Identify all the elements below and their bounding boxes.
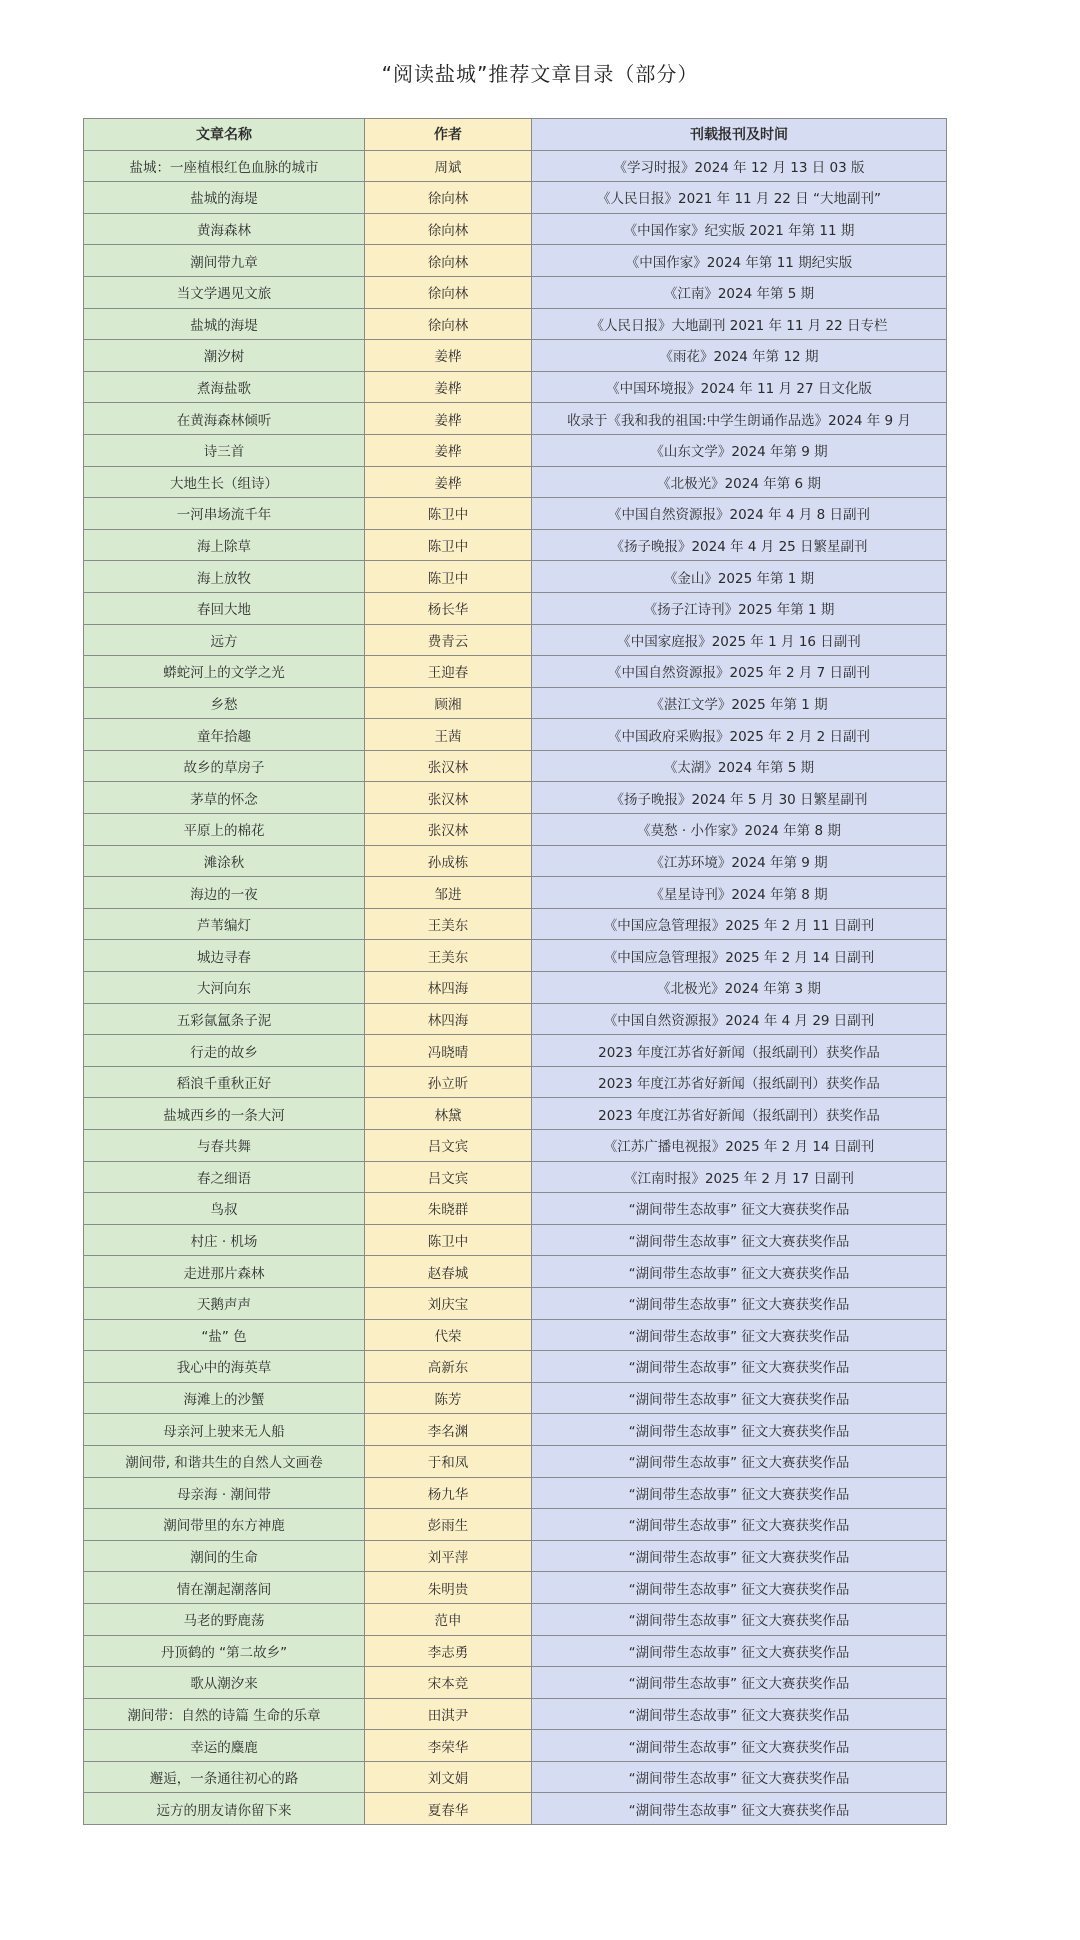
table-row <box>84 1161 947 1193</box>
cell-article-title: 母亲河上驶来无人船 <box>84 1414 365 1446</box>
cell-article-title: 歌从潮汐来 <box>84 1667 365 1699</box>
header-author: 作者 <box>365 119 532 151</box>
table-row <box>84 1572 947 1604</box>
table-row <box>84 908 947 940</box>
cell-publication: 《中国自然资源报》2024 年 4 月 29 日副刊 <box>532 1003 947 1035</box>
table-row <box>84 1698 947 1730</box>
cell-article-title: 远方 <box>84 624 365 656</box>
cell-author: 张汉林 <box>365 782 532 814</box>
cell-article-title: 海上除草 <box>84 529 365 561</box>
table-row <box>84 1635 947 1667</box>
table-row <box>84 308 947 340</box>
cell-publication: 《中国应急管理报》2025 年 2 月 14 日副刊 <box>532 940 947 972</box>
cell-publication: “湖间带生态故事” 征文大赛获奖作品 <box>532 1319 947 1351</box>
cell-publication: “湖间带生态故事” 征文大赛获奖作品 <box>532 1414 947 1446</box>
cell-author: 王茜 <box>365 719 532 751</box>
cell-author: 赵春城 <box>365 1256 532 1288</box>
cell-author: 吕文宾 <box>365 1130 532 1162</box>
cell-article-title: 幸运的麋鹿 <box>84 1730 365 1762</box>
cell-publication: “湖间带生态故事” 征文大赛获奖作品 <box>532 1793 947 1825</box>
table-row <box>84 877 947 909</box>
cell-author: 刘文娟 <box>365 1761 532 1793</box>
table-row <box>84 814 947 846</box>
cell-author: 顾湘 <box>365 687 532 719</box>
cell-author: 陈卫中 <box>365 561 532 593</box>
cell-publication: 《北极光》2024 年第 3 期 <box>532 972 947 1004</box>
cell-publication: “湖间带生态故事” 征文大赛获奖作品 <box>532 1382 947 1414</box>
cell-article-title: 乡愁 <box>84 687 365 719</box>
cell-author: 杨九华 <box>365 1477 532 1509</box>
cell-author: 林四海 <box>365 972 532 1004</box>
cell-author: 李志勇 <box>365 1635 532 1667</box>
article-catalog-table <box>83 118 947 1825</box>
cell-author: 姜桦 <box>365 340 532 372</box>
cell-author: 杨长华 <box>365 592 532 624</box>
cell-author: 代荣 <box>365 1319 532 1351</box>
cell-author: 王迎春 <box>365 656 532 688</box>
table-row <box>84 498 947 530</box>
cell-publication: “湖间带生态故事” 征文大赛获奖作品 <box>532 1509 947 1541</box>
cell-author: 吕文宾 <box>365 1161 532 1193</box>
cell-publication: 《星星诗刊》2024 年第 8 期 <box>532 877 947 909</box>
cell-author: 徐向林 <box>365 308 532 340</box>
table-row <box>84 1066 947 1098</box>
cell-publication: 《人民日报》大地副刊 2021 年 11 月 22 日专栏 <box>532 308 947 340</box>
table-row <box>84 1603 947 1635</box>
table-row <box>84 434 947 466</box>
cell-author: 林四海 <box>365 1003 532 1035</box>
cell-article-title: 海上放牧 <box>84 561 365 593</box>
table-row <box>84 1477 947 1509</box>
cell-publication: “湖间带生态故事” 征文大赛获奖作品 <box>532 1351 947 1383</box>
cell-author: 姜桦 <box>365 434 532 466</box>
cell-article-title: 蟒蛇河上的文学之光 <box>84 656 365 688</box>
table-row <box>84 1098 947 1130</box>
cell-publication: 《中国家庭报》2025 年 1 月 16 日副刊 <box>532 624 947 656</box>
table-row <box>84 592 947 624</box>
cell-publication: 《江苏环境》2024 年第 9 期 <box>532 845 947 877</box>
cell-article-title: 天鹅声声 <box>84 1287 365 1319</box>
cell-author: 张汉林 <box>365 814 532 846</box>
cell-author: 林黛 <box>365 1098 532 1130</box>
cell-publication: 2023 年度江苏省好新闻（报纸副刊）获奖作品 <box>532 1066 947 1098</box>
cell-author: 李荣华 <box>365 1730 532 1762</box>
cell-publication: 《中国自然资源报》2025 年 2 月 7 日副刊 <box>532 656 947 688</box>
cell-article-title: 远方的朋友请你留下来 <box>84 1793 365 1825</box>
cell-article-title: 盐城的海堤 <box>84 308 365 340</box>
cell-article-title: 平原上的棉花 <box>84 814 365 846</box>
table-row <box>84 276 947 308</box>
cell-publication: 《江苏广播电视报》2025 年 2 月 14 日副刊 <box>532 1130 947 1162</box>
cell-publication: 《扬子晚报》2024 年 5 月 30 日繁星副刊 <box>532 782 947 814</box>
table-row <box>84 371 947 403</box>
cell-publication: “湖间带生态故事” 征文大赛获奖作品 <box>532 1287 947 1319</box>
cell-author: 高新东 <box>365 1351 532 1383</box>
table-row <box>84 940 947 972</box>
cell-publication: 《中国作家》2024 年第 11 期纪实版 <box>532 245 947 277</box>
cell-article-title: 丹顶鹤的 “第二故乡” <box>84 1635 365 1667</box>
cell-author: 费青云 <box>365 624 532 656</box>
table-row <box>84 719 947 751</box>
table-row <box>84 656 947 688</box>
cell-article-title: 煮海盐歌 <box>84 371 365 403</box>
cell-article-title: 大河向东 <box>84 972 365 1004</box>
cell-author: 田淇尹 <box>365 1698 532 1730</box>
cell-publication: “湖间带生态故事” 征文大赛获奖作品 <box>532 1193 947 1225</box>
cell-author: 徐向林 <box>365 182 532 214</box>
cell-article-title: 在黄海森林倾听 <box>84 403 365 435</box>
cell-article-title: 盐城：一座植根红色血脉的城市 <box>84 150 365 182</box>
cell-author: 孙成栋 <box>365 845 532 877</box>
cell-article-title: 潮间的生命 <box>84 1540 365 1572</box>
table-row <box>84 1445 947 1477</box>
table-row <box>84 750 947 782</box>
cell-author: 朱明贵 <box>365 1572 532 1604</box>
cell-publication: “湖间带生态故事” 征文大赛获奖作品 <box>532 1730 947 1762</box>
cell-article-title: “盐” 色 <box>84 1319 365 1351</box>
table-row <box>84 1382 947 1414</box>
cell-publication: 《中国应急管理报》2025 年 2 月 11 日副刊 <box>532 908 947 940</box>
header-article-title: 文章名称 <box>84 119 365 151</box>
cell-article-title: 潮间带九章 <box>84 245 365 277</box>
cell-article-title: 行走的故乡 <box>84 1035 365 1067</box>
cell-publication: “湖间带生态故事” 征文大赛获奖作品 <box>532 1667 947 1699</box>
table-row <box>84 687 947 719</box>
cell-publication: “湖间带生态故事” 征文大赛获奖作品 <box>532 1445 947 1477</box>
table-row <box>84 1193 947 1225</box>
table-row <box>84 1287 947 1319</box>
cell-publication: 《江南》2024 年第 5 期 <box>532 276 947 308</box>
table-row <box>84 1256 947 1288</box>
cell-article-title: 当文学遇见文旅 <box>84 276 365 308</box>
cell-publication: “湖间带生态故事” 征文大赛获奖作品 <box>532 1540 947 1572</box>
cell-author: 姜桦 <box>365 466 532 498</box>
table-row <box>84 529 947 561</box>
cell-article-title: 城边寻春 <box>84 940 365 972</box>
cell-publication: “湖间带生态故事” 征文大赛获奖作品 <box>532 1572 947 1604</box>
cell-publication: 《人民日报》2021 年 11 月 22 日 “大地副刊” <box>532 182 947 214</box>
cell-article-title: 潮间带里的东方神鹿 <box>84 1509 365 1541</box>
table-row <box>84 466 947 498</box>
cell-author: 宋本竞 <box>365 1667 532 1699</box>
table-row <box>84 972 947 1004</box>
cell-article-title: 鸟叔 <box>84 1193 365 1225</box>
cell-article-title: 走进那片森林 <box>84 1256 365 1288</box>
table-body <box>84 150 947 1824</box>
table-row <box>84 624 947 656</box>
cell-article-title: 盐城西乡的一条大河 <box>84 1098 365 1130</box>
cell-publication: “湖间带生态故事” 征文大赛获奖作品 <box>532 1256 947 1288</box>
cell-article-title: 海边的一夜 <box>84 877 365 909</box>
cell-article-title: 茅草的怀念 <box>84 782 365 814</box>
cell-author: 徐向林 <box>365 245 532 277</box>
cell-author: 周斌 <box>365 150 532 182</box>
cell-publication: 2023 年度江苏省好新闻（报纸副刊）获奖作品 <box>532 1035 947 1067</box>
cell-publication: 《中国自然资源报》2024 年 4 月 8 日副刊 <box>532 498 947 530</box>
table-row <box>84 1793 947 1825</box>
cell-article-title: 潮间带：自然的诗篇 生命的乐章 <box>84 1698 365 1730</box>
cell-article-title: 情在潮起潮落间 <box>84 1572 365 1604</box>
cell-article-title: 我心中的海英草 <box>84 1351 365 1383</box>
cell-publication: “湖间带生态故事” 征文大赛获奖作品 <box>532 1761 947 1793</box>
cell-publication: “湖间带生态故事” 征文大赛获奖作品 <box>532 1477 947 1509</box>
cell-article-title: 稻浪千重秋正好 <box>84 1066 365 1098</box>
table-row <box>84 340 947 372</box>
cell-article-title: 黄海森林 <box>84 213 365 245</box>
cell-publication: 《中国作家》纪实版 2021 年第 11 期 <box>532 213 947 245</box>
table-row <box>84 1509 947 1541</box>
cell-author: 邹进 <box>365 877 532 909</box>
cell-publication: 《金山》2025 年第 1 期 <box>532 561 947 593</box>
table-row <box>84 245 947 277</box>
cell-article-title: 童年拾趣 <box>84 719 365 751</box>
cell-publication: 《江南时报》2025 年 2 月 17 日副刊 <box>532 1161 947 1193</box>
cell-author: 于和凤 <box>365 1445 532 1477</box>
cell-article-title: 潮汐树 <box>84 340 365 372</box>
cell-author: 陈芳 <box>365 1382 532 1414</box>
cell-article-title: 母亲海 · 潮间带 <box>84 1477 365 1509</box>
cell-article-title: 马老的野鹿荡 <box>84 1603 365 1635</box>
cell-author: 李名渊 <box>365 1414 532 1446</box>
cell-article-title: 与春共舞 <box>84 1130 365 1162</box>
cell-article-title: 春之细语 <box>84 1161 365 1193</box>
table-row <box>84 1003 947 1035</box>
cell-author: 陈卫中 <box>365 498 532 530</box>
cell-publication: 《太湖》2024 年第 5 期 <box>532 750 947 782</box>
table-row <box>84 213 947 245</box>
table-row <box>84 1351 947 1383</box>
cell-author: 刘庆宝 <box>365 1287 532 1319</box>
cell-publication: 2023 年度江苏省好新闻（报纸副刊）获奖作品 <box>532 1098 947 1130</box>
page-title: “阅读盐城”推荐文章目录（部分） <box>381 62 699 86</box>
table-row <box>84 845 947 877</box>
table-row <box>84 561 947 593</box>
table-row <box>84 782 947 814</box>
table-row <box>84 1540 947 1572</box>
cell-article-title: 一河串场流千年 <box>84 498 365 530</box>
cell-publication: “湖间带生态故事” 征文大赛获奖作品 <box>532 1224 947 1256</box>
cell-publication: 《学习时报》2024 年 12 月 13 日 03 版 <box>532 150 947 182</box>
cell-publication: 《中国政府采购报》2025 年 2 月 2 日副刊 <box>532 719 947 751</box>
cell-publication: “湖间带生态故事” 征文大赛获奖作品 <box>532 1603 947 1635</box>
cell-publication: 《扬子晚报》2024 年 4 月 25 日繁星副刊 <box>532 529 947 561</box>
cell-article-title: 芦苇编灯 <box>84 908 365 940</box>
table-row <box>84 1035 947 1067</box>
cell-author: 范申 <box>365 1603 532 1635</box>
cell-author: 王美东 <box>365 908 532 940</box>
header-publication: 刊载报刊及时间 <box>532 119 947 151</box>
cell-author: 张汉林 <box>365 750 532 782</box>
cell-author: 朱晓群 <box>365 1193 532 1225</box>
cell-author: 刘平萍 <box>365 1540 532 1572</box>
cell-article-title: 五彩氤氲条子泥 <box>84 1003 365 1035</box>
cell-article-title: 盐城的海堤 <box>84 182 365 214</box>
cell-publication: 《中国环境报》2024 年 11 月 27 日文化版 <box>532 371 947 403</box>
cell-article-title: 故乡的草房子 <box>84 750 365 782</box>
cell-author: 孙立昕 <box>365 1066 532 1098</box>
table-row <box>84 403 947 435</box>
cell-article-title: 村庄 · 机场 <box>84 1224 365 1256</box>
table-row <box>84 1667 947 1699</box>
cell-author: 冯晓晴 <box>365 1035 532 1067</box>
cell-author: 姜桦 <box>365 371 532 403</box>
cell-publication: 《扬子江诗刊》2025 年第 1 期 <box>532 592 947 624</box>
cell-author: 徐向林 <box>365 213 532 245</box>
table-header-row <box>84 119 947 151</box>
table-row <box>84 1319 947 1351</box>
cell-article-title: 滩涂秋 <box>84 845 365 877</box>
cell-article-title: 邂逅，一条通往初心的路 <box>84 1761 365 1793</box>
cell-author: 陈卫中 <box>365 1224 532 1256</box>
cell-publication: 《莫愁 · 小作家》2024 年第 8 期 <box>532 814 947 846</box>
cell-publication: 收录于《我和我的祖国:中学生朗诵作品选》2024 年 9 月 <box>532 403 947 435</box>
cell-article-title: 潮间带, 和谐共生的自然人文画卷 <box>84 1445 365 1477</box>
cell-publication: 《北极光》2024 年第 6 期 <box>532 466 947 498</box>
cell-article-title: 诗三首 <box>84 434 365 466</box>
cell-publication: “湖间带生态故事” 征文大赛获奖作品 <box>532 1635 947 1667</box>
cell-publication: 《雨花》2024 年第 12 期 <box>532 340 947 372</box>
table-row <box>84 150 947 182</box>
table-row <box>84 1730 947 1762</box>
table-row <box>84 182 947 214</box>
cell-author: 徐向林 <box>365 276 532 308</box>
cell-author: 彭雨生 <box>365 1509 532 1541</box>
cell-author: 夏春华 <box>365 1793 532 1825</box>
table-row <box>84 1761 947 1793</box>
cell-article-title: 大地生长（组诗） <box>84 466 365 498</box>
cell-article-title: 春回大地 <box>84 592 365 624</box>
table-row <box>84 1414 947 1446</box>
cell-publication: 《山东文学》2024 年第 9 期 <box>532 434 947 466</box>
cell-author: 王美东 <box>365 940 532 972</box>
cell-article-title: 海滩上的沙蟹 <box>84 1382 365 1414</box>
table-row <box>84 1130 947 1162</box>
cell-author: 姜桦 <box>365 403 532 435</box>
cell-publication: “湖间带生态故事” 征文大赛获奖作品 <box>532 1698 947 1730</box>
cell-publication: 《湛江文学》2025 年第 1 期 <box>532 687 947 719</box>
cell-author: 陈卫中 <box>365 529 532 561</box>
table-row <box>84 1224 947 1256</box>
